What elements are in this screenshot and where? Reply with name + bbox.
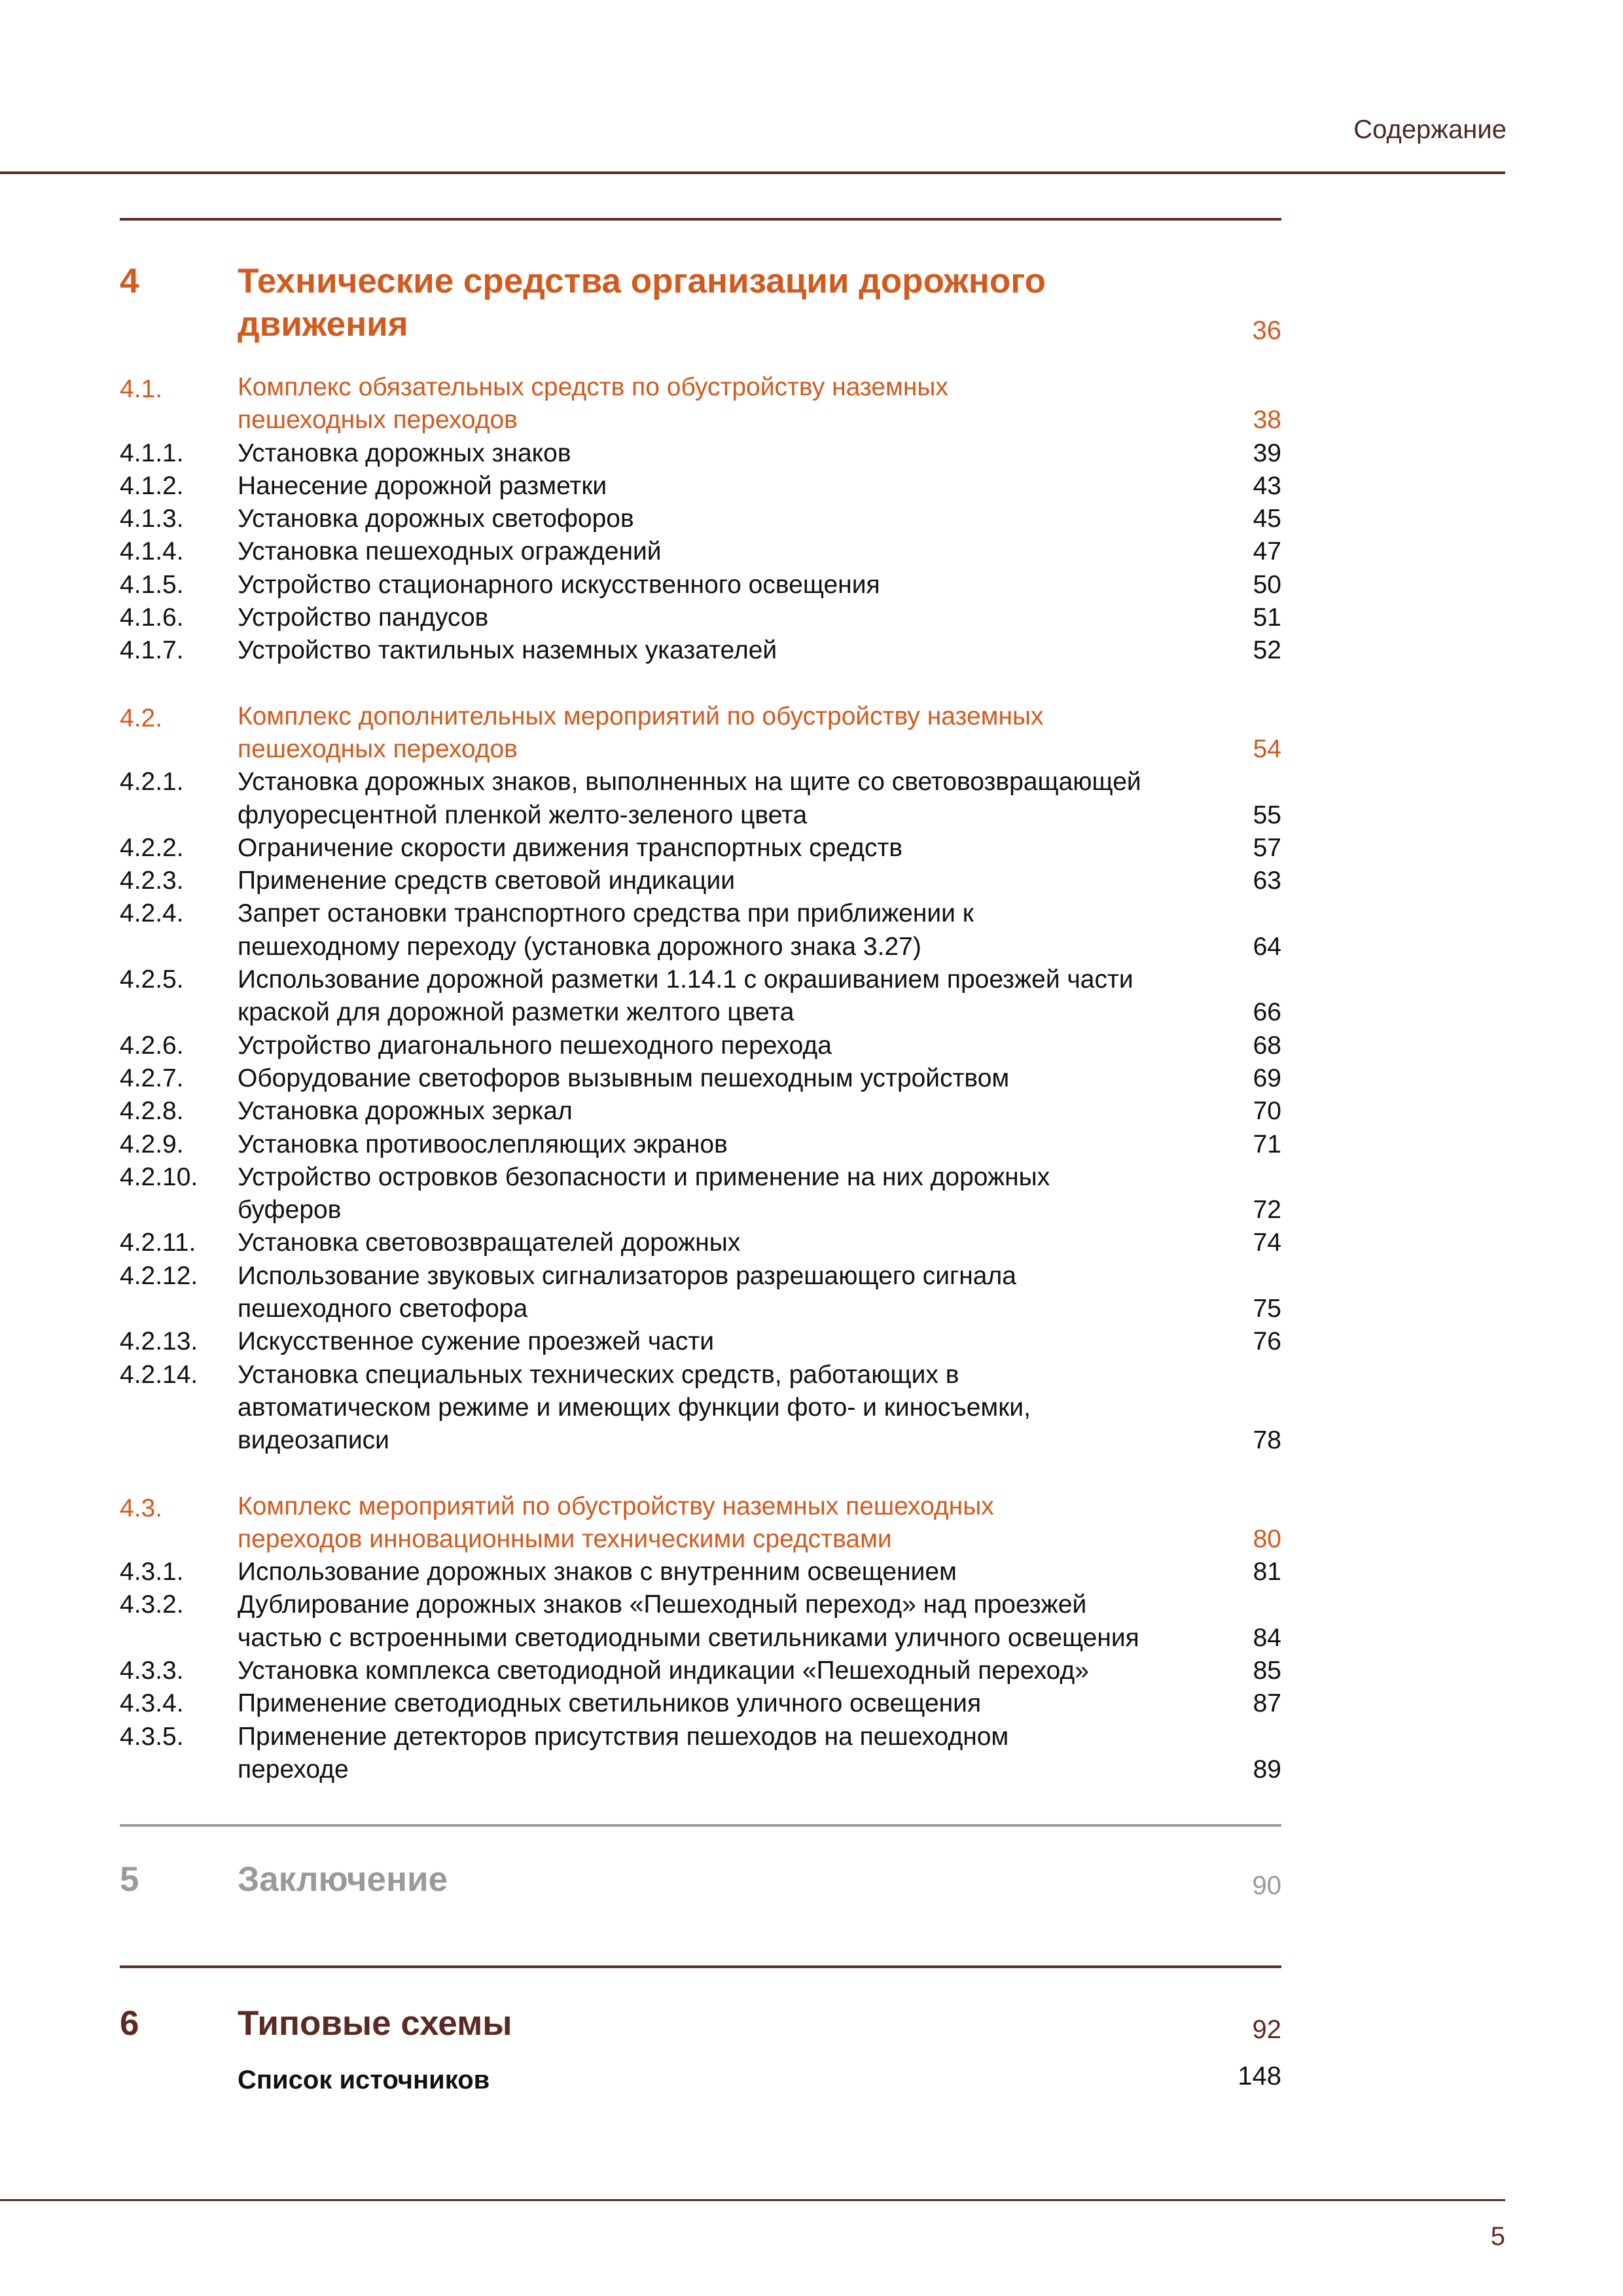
item-number: 4.2.12. <box>120 1261 198 1290</box>
toc-item[interactable] <box>120 569 1281 601</box>
item-number: 4.2.11. <box>120 1229 196 1257</box>
item-number: 4.3.3. <box>120 1656 184 1685</box>
item-page: 51 <box>1253 603 1281 632</box>
item-title: Применение светодиодных светильников уличного освещения <box>238 1689 982 1718</box>
item-number: 4.1.5. <box>120 570 184 599</box>
toc-item[interactable] <box>120 897 1281 963</box>
toc-item[interactable] <box>120 832 1281 865</box>
chapter-separator <box>120 1824 1281 1827</box>
toc-item[interactable] <box>120 1687 1281 1720</box>
toc-item[interactable] <box>120 503 1281 535</box>
toc-item[interactable] <box>120 963 1281 1030</box>
item-page: 70 <box>1253 1097 1281 1126</box>
item-page: 47 <box>1253 537 1281 566</box>
item-page: 85 <box>1253 1656 1281 1685</box>
toc-item[interactable] <box>120 601 1281 634</box>
toc-chapter-4[interactable] <box>120 260 1281 346</box>
header-rule <box>0 171 1505 174</box>
item-title: Установка специальных технических средств, работающих в автоматическом режиме и имеющих функции фото- и киносъемки, видеозаписи <box>238 1360 1031 1455</box>
item-title: Применение детекторов присутствия пешеходов на пешеходном переходе <box>238 1722 1009 1784</box>
chapter-page: 36 <box>1252 316 1281 345</box>
item-title: Искусственное сужение проезжей части <box>238 1327 715 1356</box>
toc-section-4-2 <box>120 700 1281 1458</box>
section-number: 4.1. <box>120 375 163 403</box>
toc-item[interactable] <box>120 1260 1281 1326</box>
toc-item[interactable] <box>120 1062 1281 1095</box>
item-page: 45 <box>1253 505 1281 533</box>
item-title: Устройство диагонального пешеходного перехода <box>238 1031 832 1060</box>
toc-item[interactable] <box>120 865 1281 897</box>
item-page: 84 <box>1253 1623 1281 1652</box>
item-title: Использование дорожной разметки 1.14.1 с окрашиванием проезжей части краской для дорожной разметки желтого цвета <box>238 965 1133 1027</box>
toc-item[interactable] <box>120 634 1281 667</box>
section-title: Комплекс обязательных средств по обустройству наземных пешеходных переходов <box>238 373 948 435</box>
item-number: 4.2.8. <box>120 1097 184 1126</box>
item-page: 57 <box>1253 833 1281 862</box>
item-number: 4.2.14. <box>120 1360 198 1389</box>
item-number: 4.1.3. <box>120 505 184 533</box>
chapter-separator <box>120 1965 1281 1968</box>
item-page: 50 <box>1253 570 1281 599</box>
toc-item[interactable] <box>120 437 1281 470</box>
item-title: Запрет остановки транспортного средства при приближении к пешеходному переходу (установка дорожного знака 3.27) <box>238 899 974 961</box>
item-page: 64 <box>1253 932 1281 961</box>
item-number: 4.1.7. <box>120 636 184 665</box>
section-page: 54 <box>1253 734 1281 763</box>
table-of-contents <box>120 218 1281 2096</box>
chapter-page: 92 <box>1252 2015 1281 2045</box>
item-title: Установка дорожных светофоров <box>238 505 634 533</box>
chapter-number: 4 <box>120 262 139 300</box>
item-title: Установка пешеходных ограждений <box>238 537 662 566</box>
item-page: 39 <box>1253 439 1281 467</box>
section-heading[interactable] <box>120 700 1281 766</box>
item-title: Ограничение скорости движения транспортных средств <box>238 833 903 862</box>
item-title: Устройство тактильных наземных указателей <box>238 636 777 665</box>
toc-chapter-5[interactable] <box>120 1858 1281 1901</box>
item-number: 4.2.2. <box>120 833 184 862</box>
page-header-title: Содержание <box>1353 115 1507 144</box>
item-page: 66 <box>1253 998 1281 1027</box>
chapter-title: Заключение <box>238 1860 448 1899</box>
item-page: 76 <box>1253 1327 1281 1356</box>
toc-item[interactable] <box>120 1128 1281 1161</box>
section-title: Комплекс дополнительных мероприятий по обустройству наземных пешеходных переходов <box>238 702 1044 763</box>
item-number: 4.2.7. <box>120 1064 184 1092</box>
item-title: Использование звуковых сигнализаторов разрешающего сигнала пешеходного светофора <box>238 1261 1016 1323</box>
item-number: 4.1.1. <box>120 439 184 467</box>
item-title: Применение средств световой индикации <box>238 867 736 895</box>
section-page: 38 <box>1253 406 1281 435</box>
item-number: 4.1.6. <box>120 603 184 632</box>
toc-item[interactable] <box>120 535 1281 568</box>
item-number: 4.2.13. <box>120 1327 198 1356</box>
item-page: 43 <box>1253 471 1281 500</box>
item-page: 68 <box>1253 1031 1281 1060</box>
item-number: 4.2.6. <box>120 1031 184 1060</box>
section-number: 4.3. <box>120 1494 163 1522</box>
item-page: 78 <box>1253 1426 1281 1455</box>
item-number: 4.3.2. <box>120 1590 184 1619</box>
item-title: Установка дорожных знаков <box>238 439 571 467</box>
item-number: 4.2.5. <box>120 965 184 994</box>
toc-chapter-6[interactable] <box>120 2002 1281 2045</box>
item-title: Устройство островков безопасности и применение на них дорожных буферов <box>238 1162 1050 1225</box>
sources-title: Список источников <box>238 2066 490 2095</box>
item-page: 55 <box>1253 800 1281 829</box>
item-number: 4.2.4. <box>120 899 184 928</box>
chapter-title: Типовые схемы <box>238 2004 512 2043</box>
toc-item[interactable] <box>120 1227 1281 1259</box>
toc-section-4-3 <box>120 1490 1281 1787</box>
toc-item[interactable] <box>120 1721 1281 1787</box>
item-title: Нанесение дорожной разметки <box>238 471 607 500</box>
toc-item[interactable] <box>120 766 1281 832</box>
section-number: 4.2. <box>120 704 163 732</box>
sources-page: 148 <box>1238 2062 1281 2091</box>
item-page: 87 <box>1253 1689 1281 1718</box>
item-number: 4.1.4. <box>120 537 184 566</box>
toc-sources[interactable] <box>120 2064 1281 2096</box>
section-page: 80 <box>1253 1524 1281 1553</box>
item-number: 4.3.5. <box>120 1722 184 1751</box>
item-number: 4.2.3. <box>120 867 184 895</box>
chapter-page: 90 <box>1252 1871 1281 1901</box>
section-heading[interactable] <box>120 1490 1281 1556</box>
toc-item[interactable] <box>120 1588 1281 1655</box>
item-page: 89 <box>1253 1755 1281 1784</box>
toc-item[interactable] <box>120 1556 1281 1588</box>
chapter-number: 6 <box>120 2004 139 2043</box>
section-title: Комплекс мероприятий по обустройству наземных пешеходных переходов инновационными техническими средствами <box>238 1492 994 1553</box>
item-title: Установка дорожных зеркал <box>238 1097 573 1126</box>
toc-item[interactable] <box>120 1030 1281 1062</box>
item-title: Установка световозвращателей дорожных <box>238 1229 741 1257</box>
item-page: 75 <box>1253 1295 1281 1323</box>
toc-item[interactable] <box>120 1655 1281 1687</box>
item-title: Оборудование светофоров вызывным пешеходным устройством <box>238 1064 1010 1092</box>
item-number: 4.2.10. <box>120 1162 198 1191</box>
chapter-number: 5 <box>120 1860 139 1899</box>
section-heading[interactable] <box>120 371 1281 437</box>
item-page: 72 <box>1253 1196 1281 1225</box>
item-page: 71 <box>1253 1130 1281 1158</box>
item-title: Установка комплекса светодиодной индикации «Пешеходный переход» <box>238 1656 1089 1685</box>
item-page: 74 <box>1253 1229 1281 1257</box>
item-title: Использование дорожных знаков с внутренним освещением <box>238 1558 957 1587</box>
page-number: 5 <box>1490 2222 1505 2251</box>
toc-item[interactable] <box>120 1359 1281 1458</box>
toc-item[interactable] <box>120 1095 1281 1128</box>
item-page: 52 <box>1253 636 1281 665</box>
item-title: Установка противоослепляющих экранов <box>238 1130 728 1158</box>
item-title: Устройство пандусов <box>238 603 489 632</box>
item-title: Дублирование дорожных знаков «Пешеходный переход» над проезжей частью с встроенными светодиодными светильниками уличного освещения <box>238 1590 1139 1652</box>
toc-item[interactable] <box>120 1325 1281 1358</box>
item-title: Устройство стационарного искусственного освещения <box>238 570 880 599</box>
toc-item[interactable] <box>120 1161 1281 1227</box>
toc-item[interactable] <box>120 470 1281 503</box>
toc-section-4-1 <box>120 371 1281 668</box>
item-number: 4.2.1. <box>120 768 184 797</box>
item-number: 4.3.4. <box>120 1689 184 1718</box>
item-number: 4.1.2. <box>120 471 184 500</box>
footer-rule <box>0 2199 1505 2201</box>
item-page: 63 <box>1253 867 1281 895</box>
item-number: 4.2.9. <box>120 1130 184 1158</box>
chapter-title: Технические средства организации дорожного движения <box>238 262 1046 344</box>
chapter-separator <box>120 218 1281 221</box>
item-title: Установка дорожных знаков, выполненных на щите со световозвращающей флуоресцентной пленкой желто-зеленого цвета <box>238 768 1141 829</box>
item-page: 81 <box>1253 1558 1281 1587</box>
item-number: 4.3.1. <box>120 1558 184 1587</box>
item-page: 69 <box>1253 1064 1281 1092</box>
